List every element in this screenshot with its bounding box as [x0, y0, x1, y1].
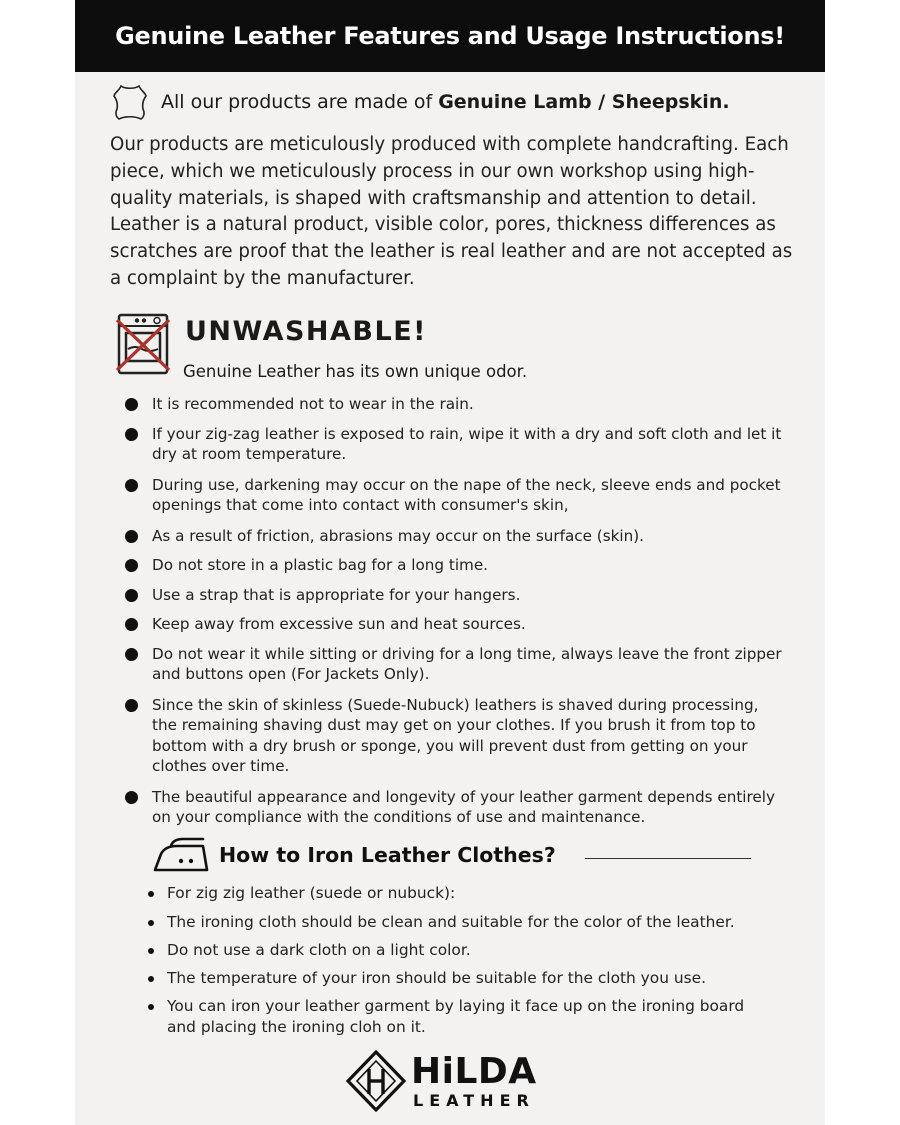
material-emphasis: Genuine Lamb / Sheepskin.: [438, 91, 730, 113]
page-title: Genuine Leather Features and Usage Instructions!: [75, 0, 825, 72]
unwashable-heading: UNWASHABLE!: [185, 316, 427, 347]
list-item: Use a strap that is appropriate for your hangers.: [125, 585, 785, 606]
bullet-dot: [125, 618, 138, 631]
list-item: Do not use a dark cloth on a light color.: [145, 940, 775, 961]
bullet-dot: [148, 1004, 154, 1010]
list-item: Since the skin of skinless (Suede-Nubuck) leathers is shaved during processing, the remaining shaving dust may get on your clothes. If you brush it from top to bottom with a dry brush or sponge, you will prevent dust from getting on your clothes over time.: [125, 695, 785, 777]
brand-name: HiLDA: [411, 1050, 537, 1092]
material-statement: [111, 80, 730, 124]
leather-hide-icon: [111, 82, 149, 122]
list-item: During use, darkening may occur on the nape of the neck, sleeve ends and pocket openings that come into contact with consumer's skin,: [125, 475, 785, 516]
list-item: You can iron your leather garment by laying it face up on the ironing board and placing the ironing cloh on it.: [145, 996, 775, 1037]
bullet-dot: [125, 398, 138, 411]
instruction-card: [75, 0, 825, 1125]
material-prefix: All our products are made of: [161, 91, 439, 113]
list-item: The ironing cloth should be clean and suitable for the color of the leather.: [145, 912, 775, 933]
list-item: If your zig-zag leather is exposed to rain, wipe it with a dry and soft cloth and let it dry at room temperature.: [125, 424, 785, 465]
bullet-dot: [148, 976, 154, 982]
list-item: It is recommended not to wear in the rain.: [125, 394, 785, 415]
bullet-dot: [125, 530, 138, 543]
bullet-dot: [148, 891, 154, 897]
bullet-dot: [148, 948, 154, 954]
ironing-list: [145, 883, 775, 1037]
list-item: As a result of friction, abrasions may occur on the surface (skin).: [125, 526, 785, 547]
bullet-dot: [125, 428, 138, 441]
brand-logo: [345, 1048, 555, 1114]
list-item: The temperature of your iron should be suitable for the cloth you use.: [145, 968, 775, 989]
brand-subtitle: LEATHER: [413, 1090, 535, 1110]
heading-divider: [585, 858, 751, 859]
care-list: [125, 394, 785, 828]
bullet-dot: [148, 920, 154, 926]
brand-text: [411, 1050, 537, 1110]
list-item: Do not store in a plastic bag for a long time.: [125, 555, 785, 576]
bullet-dot: [125, 589, 138, 602]
bullet-dot: [125, 479, 138, 492]
list-item: Keep away from excessive sun and heat sources.: [125, 614, 785, 635]
ironing-heading: How to Iron Leather Clothes?: [219, 843, 556, 867]
bullet-dot: [125, 559, 138, 572]
material-text: [161, 91, 730, 113]
odor-note: Genuine Leather has its own unique odor.: [183, 362, 528, 381]
bullet-dot: [125, 699, 138, 712]
bullet-dot: [125, 791, 138, 804]
no-washing-machine-icon: [115, 312, 171, 376]
list-item: Do not wear it while sitting or driving for a long time, always leave the front zipper and buttons open (For Jackets Only).: [125, 644, 785, 685]
hilda-logo-icon: [345, 1049, 407, 1113]
intro-paragraph: Our products are meticulously produced with complete handcrafting. Each piece, which we meticulously process in our own workshop using high-quality materials, is shaped with craftsmanship and attention to detail. Leather is a natural product, visible color, pores, thickness differences as scratches are proof that the leather is real leather and are not accepted as a complaint by the manufacturer.: [110, 134, 793, 289]
bullet-dot: [125, 648, 138, 661]
iron-icon: [151, 836, 211, 876]
list-item: For zig zig leather (suede or nubuck):: [145, 883, 775, 904]
list-item: The beautiful appearance and longevity of your leather garment depends entirely on your compliance with the conditions of use and maintenance.: [125, 787, 785, 828]
